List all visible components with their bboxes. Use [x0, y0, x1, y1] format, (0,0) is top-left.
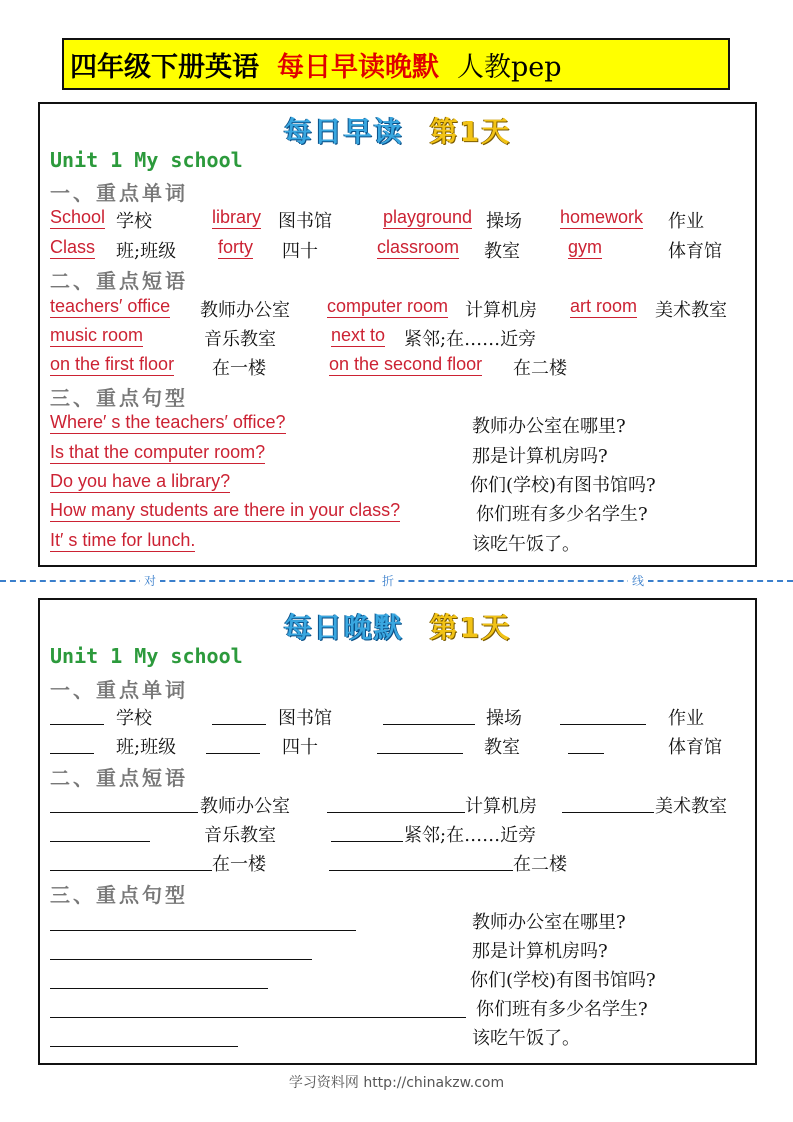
answer-blank[interactable] — [50, 930, 356, 931]
header-banner — [62, 38, 730, 90]
answer-blank[interactable] — [383, 724, 475, 725]
answer-blank[interactable] — [212, 724, 266, 725]
sentence-en: Where′ s the teachers′ office? — [50, 412, 286, 432]
word-en: School — [50, 207, 106, 227]
sentence-cn: 该吃午饭了。 — [472, 1028, 580, 1049]
phrase-en: music room — [50, 325, 144, 345]
sentence-cn: 你们(学校)有图书馆吗? — [470, 970, 656, 991]
phrase-cn: 美术教室 — [655, 796, 727, 817]
sentence-cn: 那是计算机房吗? — [472, 941, 608, 962]
dictation-title: 每日晚默 第1天 — [283, 611, 512, 644]
answer-blank[interactable] — [50, 870, 212, 871]
phrase-cn: 在二楼 — [513, 358, 567, 379]
phrase-cn: 音乐教室 — [204, 825, 276, 846]
sentence-cn: 该吃午饭了。 — [472, 534, 580, 555]
answer-blank[interactable] — [560, 724, 646, 725]
word-cn: 体育馆 — [668, 241, 722, 262]
word-cn: 图书馆 — [278, 708, 332, 729]
answer-blank[interactable] — [50, 1046, 238, 1047]
fold-label: 对 — [140, 572, 160, 589]
sentence-en: Do you have a library? — [50, 471, 231, 491]
reading-day: 第1天 — [429, 115, 512, 148]
sentence-cn: 教师办公室在哪里? — [472, 416, 626, 437]
phrase-cn: 教师办公室 — [200, 300, 290, 321]
word-cn: 操场 — [486, 708, 522, 729]
section-words: 一、重点单词 — [50, 678, 188, 702]
word-cn: 学校 — [116, 211, 152, 232]
answer-blank[interactable] — [562, 812, 654, 813]
sentence-cn: 那是计算机房吗? — [472, 446, 608, 467]
phrase-cn: 计算机房 — [465, 796, 537, 817]
header-program: 每日早读晚默 — [277, 51, 439, 83]
word-cn: 班;班级 — [116, 241, 177, 262]
word-cn: 学校 — [116, 708, 152, 729]
phrase-cn: 在一楼 — [212, 358, 266, 379]
sentence-en: Is that the computer room? — [50, 442, 266, 462]
phrase-en: next to — [331, 325, 386, 345]
sentence-cn: 你们班有多少名学生? — [476, 999, 648, 1020]
answer-blank[interactable] — [50, 841, 150, 842]
answer-blank[interactable] — [377, 753, 463, 754]
answer-blank[interactable] — [206, 753, 260, 754]
section-words: 一、重点单词 — [50, 181, 188, 205]
dictation-box — [38, 598, 757, 1065]
sentence-cn: 你们(学校)有图书馆吗? — [470, 475, 656, 496]
answer-blank[interactable] — [50, 988, 268, 989]
word-en: library — [212, 207, 262, 227]
section-sentences: 三、重点句型 — [50, 883, 188, 907]
unit-title: Unit 1 My school — [50, 148, 243, 172]
phrase-cn: 美术教室 — [655, 300, 727, 321]
word-en: forty — [218, 237, 254, 257]
word-cn: 班;班级 — [116, 737, 177, 758]
answer-blank[interactable] — [331, 841, 403, 842]
phrase-cn: 音乐教室 — [204, 329, 276, 350]
reading-title: 每日早读 第1天 — [283, 115, 512, 148]
sentence-cn: 教师办公室在哪里? — [472, 912, 626, 933]
word-cn: 四十 — [282, 737, 318, 758]
phrase-cn: 在一楼 — [212, 854, 266, 875]
phrase-cn: 紧邻;在……近旁 — [404, 825, 537, 846]
phrase-en: computer room — [327, 296, 449, 316]
fold-label: 折 — [378, 572, 398, 589]
word-en: playground — [383, 207, 473, 227]
unit-title: Unit 1 My school — [50, 644, 243, 668]
sentence-cn: 你们班有多少名学生? — [476, 504, 648, 525]
answer-blank[interactable] — [50, 1017, 466, 1018]
phrase-cn: 在二楼 — [513, 854, 567, 875]
header-edition: 人教pep — [457, 51, 562, 83]
dictation-day: 第1天 — [429, 611, 512, 644]
phrase-en: on the second floor — [329, 354, 483, 374]
phrase-cn: 教师办公室 — [200, 796, 290, 817]
word-en: Class — [50, 237, 96, 257]
phrase-en: teachers′ office — [50, 296, 171, 316]
word-cn: 作业 — [668, 708, 704, 729]
footer-watermark: 学习资料网 http://chinakzw.com — [288, 1075, 505, 1091]
word-cn: 作业 — [668, 211, 704, 232]
phrase-cn: 计算机房 — [465, 300, 537, 321]
answer-blank[interactable] — [327, 812, 465, 813]
word-cn: 图书馆 — [278, 211, 332, 232]
answer-blank[interactable] — [50, 753, 94, 754]
phrase-en: on the first floor — [50, 354, 175, 374]
answer-blank[interactable] — [568, 753, 604, 754]
answer-blank[interactable] — [50, 959, 312, 960]
reading-box — [38, 102, 757, 567]
word-cn: 教室 — [484, 241, 520, 262]
fold-label: 线 — [628, 572, 648, 589]
answer-blank[interactable] — [50, 812, 198, 813]
word-cn: 操场 — [486, 211, 522, 232]
answer-blank[interactable] — [329, 870, 513, 871]
sentence-en: It′ s time for lunch. — [50, 530, 196, 550]
word-cn: 教室 — [484, 737, 520, 758]
word-en: homework — [560, 207, 644, 227]
phrase-en: art room — [570, 296, 638, 316]
section-phrases: 二、重点短语 — [50, 269, 188, 293]
section-sentences: 三、重点句型 — [50, 386, 188, 410]
section-phrases: 二、重点短语 — [50, 766, 188, 790]
phrase-cn: 紧邻;在……近旁 — [404, 329, 537, 350]
word-cn: 四十 — [282, 241, 318, 262]
word-en: classroom — [377, 237, 460, 257]
word-en: gym — [568, 237, 603, 257]
header-grade: 四年级下册英语 — [70, 51, 259, 83]
sentence-en: How many students are there in your class? — [50, 500, 401, 520]
answer-blank[interactable] — [50, 724, 104, 725]
word-cn: 体育馆 — [668, 737, 722, 758]
